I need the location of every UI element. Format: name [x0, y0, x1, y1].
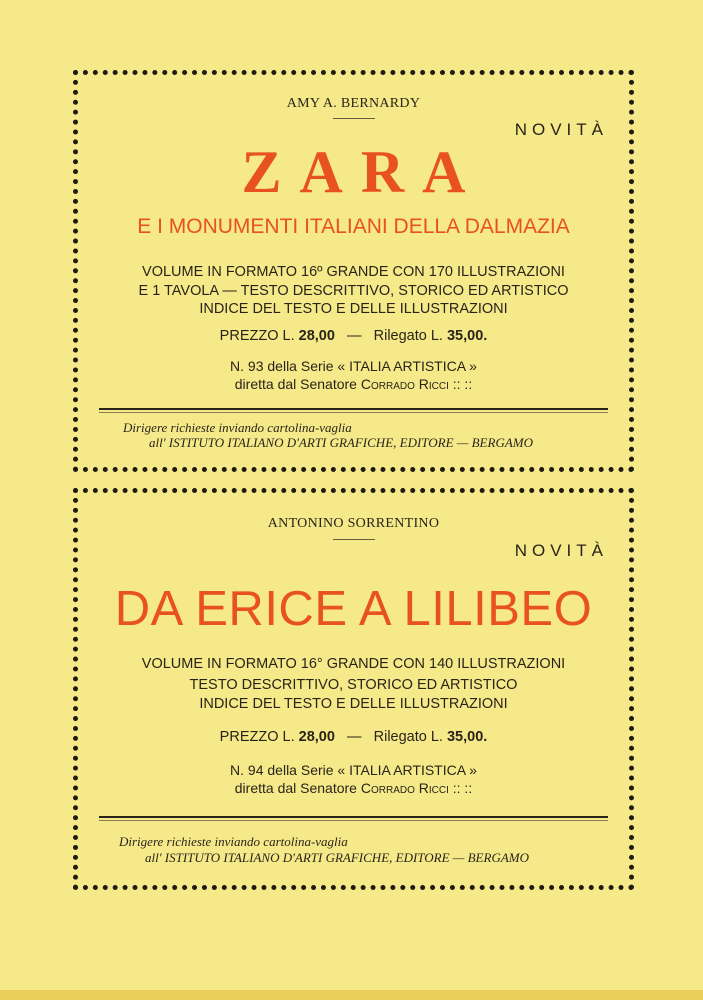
book-subtitle: E I MONUMENTI ITALIANI DELLA DALMAZIA: [137, 215, 570, 238]
divider: [333, 539, 375, 540]
director-name: Corrado Ricci: [360, 780, 449, 796]
order-line-2: all' ISTITUTO ITALIANO D'ARTI GRAFICHE, EDITORE — BERGAMO: [149, 435, 533, 450]
bound-price: 35,00.: [446, 729, 488, 745]
thin-rule: [99, 412, 608, 413]
director-suffix: :: ::: [452, 780, 473, 796]
description-line: INDICE DEL TESTO E DELLE ILLUSTRAZIONI: [199, 301, 508, 317]
description-line: VOLUME IN FORMATO 16° GRANDE CON 140 ILLUSTRAZIONI: [141, 656, 566, 672]
author: AMY A. BERNARDY: [286, 96, 421, 111]
divider: [333, 118, 375, 119]
description-line: INDICE DEL TESTO E DELLE ILLUSTRAZIONI: [199, 696, 508, 712]
order-line-1: Dirigere richieste inviando cartolina-vaglia: [119, 834, 348, 849]
novita-badge: NOVITÀ: [514, 120, 608, 139]
bound-label: Rilegato L.: [373, 328, 443, 344]
bound-label: Rilegato L.: [373, 729, 443, 745]
order-line-1: Dirigere richieste inviando cartolina-vaglia: [123, 420, 352, 435]
director-name: Corrado Ricci: [360, 376, 449, 392]
description-line: E 1 TAVOLA — TESTO DESCRITTIVO, STORICO ED ARTISTICO: [138, 283, 569, 299]
price-separator: —: [347, 328, 362, 344]
director-line: [73, 779, 634, 797]
director-line: [73, 375, 634, 393]
thick-rule: [99, 408, 608, 410]
bound-price: 35,00.: [446, 328, 488, 344]
author: ANTONINO SORRENTINO: [267, 516, 440, 531]
book-title: DA ERICE A LILIBEO: [114, 582, 593, 636]
thin-rule: [99, 820, 608, 821]
price-line: [73, 328, 634, 344]
description-line: VOLUME IN FORMATO 16º GRANDE CON 170 ILLUSTRAZIONI: [142, 264, 565, 280]
price-separator: —: [347, 729, 362, 745]
price-label: PREZZO L.: [219, 729, 295, 745]
advertisement-zara: [73, 70, 634, 472]
director-suffix: :: ::: [452, 376, 473, 392]
advertisement-da-erice: [73, 488, 634, 890]
director-prefix: diretta dal Senatore: [234, 780, 357, 796]
price: 28,00: [298, 729, 335, 745]
price-line: [73, 729, 634, 745]
thick-rule: [99, 816, 608, 818]
price: 28,00: [298, 328, 335, 344]
director-prefix: diretta dal Senatore: [234, 376, 357, 392]
order-line-2: all' ISTITUTO ITALIANO D'ARTI GRAFICHE, EDITORE — BERGAMO: [145, 850, 529, 865]
description-line: TESTO DESCRITTIVO, STORICO ED ARTISTICO: [189, 677, 518, 693]
book-title: ZARA: [241, 139, 484, 205]
price-label: PREZZO L.: [219, 328, 295, 344]
page-edge: [0, 990, 703, 1000]
series-line: N. 94 della Serie « ITALIA ARTISTICA »: [230, 762, 477, 778]
novita-badge: NOVITÀ: [514, 541, 608, 560]
series-line: N. 93 della Serie « ITALIA ARTISTICA »: [230, 358, 477, 374]
